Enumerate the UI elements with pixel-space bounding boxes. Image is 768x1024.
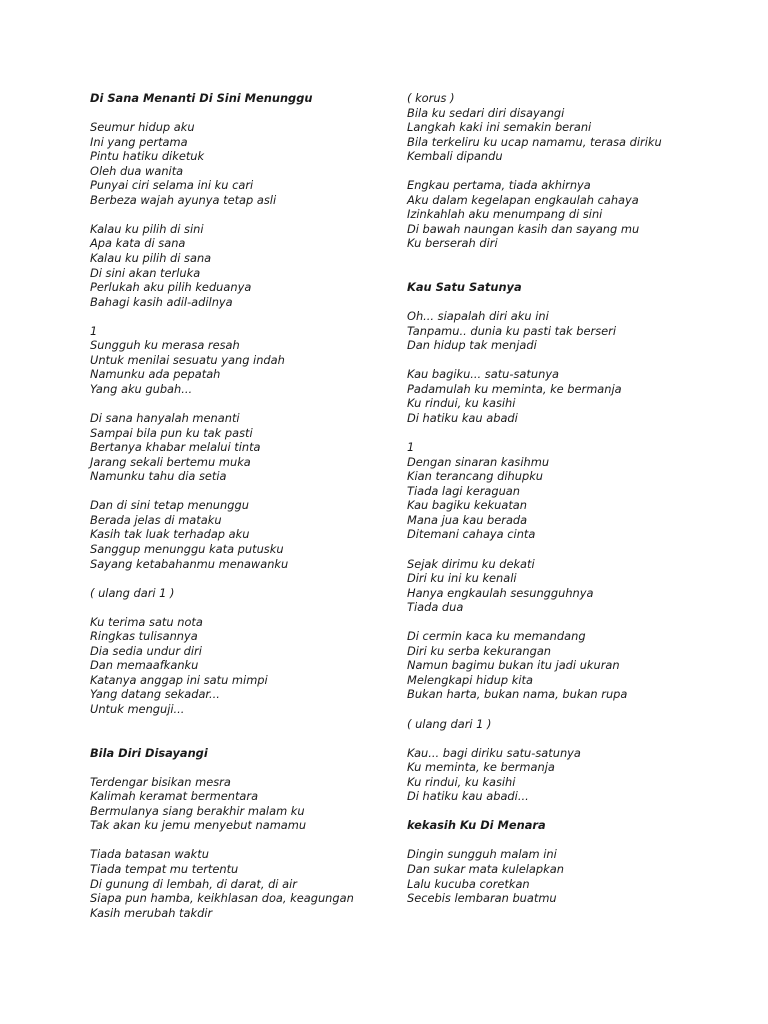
lyric-line: Kian terancang dihupku xyxy=(407,469,544,484)
lyric-line: Ku berserah diri xyxy=(407,236,498,251)
lyric-line: Hanya engkaulah sesungguhnya xyxy=(407,585,594,600)
blank-line xyxy=(407,731,697,746)
lyric-line: Sejak dirimu ku dekati xyxy=(407,556,535,571)
lyric-line: Diri ku ini ku kenali xyxy=(407,571,517,586)
blank-line xyxy=(407,266,697,281)
lyric-line: Dan hidup tak menjadi xyxy=(407,338,537,353)
blank-line xyxy=(90,600,390,615)
lyric-line: Sampai bila pun ku tak pasti xyxy=(90,425,253,440)
lyric-line: Ku terima satu nota xyxy=(90,614,203,629)
lyric-line: Di bawah naungan kasih dan sayang mu xyxy=(407,221,640,236)
lyric-line: Bila terkeliru ku ucap namamu, terasa diriku xyxy=(407,134,662,149)
lyric-line: Berbeza wajah ayunya tetap asli xyxy=(90,192,277,207)
lyric-line: Seumur hidup aku xyxy=(90,120,195,135)
blank-line xyxy=(90,207,390,222)
lyric-line: Aku dalam kegelapan engkaulah cahaya xyxy=(407,192,639,207)
lyric-line: Dan memaafkanku xyxy=(90,658,199,673)
lyric-line: Lalu kucuba coretkan xyxy=(407,876,530,891)
lyric-line: Langkah kaki ini semakin berani xyxy=(407,120,592,135)
blank-line xyxy=(407,833,697,848)
right-column xyxy=(407,91,697,906)
lyric-line: Oleh dua wanita xyxy=(90,163,184,178)
lyric-line: Ditemani cahaya cinta xyxy=(407,527,536,542)
lyric-line: Ini yang pertama xyxy=(90,134,188,149)
lyric-line: Melengkapi hidup kita xyxy=(407,672,533,687)
lyric-line: Sungguh ku merasa resah xyxy=(90,338,240,353)
lyric-line: Namunku ada pepatah xyxy=(90,367,221,382)
blank-line xyxy=(407,542,697,557)
lyric-line: Bermulanya siang berakhir malam ku xyxy=(90,803,305,818)
lyric-line: Kalau ku pilih di sini xyxy=(90,221,204,236)
lyric-line: Di sana hanyalah menanti xyxy=(90,411,240,426)
lyric-line: Kembali dipandu xyxy=(407,149,503,164)
lyric-line: Jarang sekali bertemu muka xyxy=(90,454,251,469)
lyric-line: Dan sukar mata kulelapkan xyxy=(407,861,564,876)
lyric-line: Di cermin kaca ku memandang xyxy=(407,629,586,644)
blank-line xyxy=(407,295,697,310)
blank-line xyxy=(90,760,390,775)
blank-line xyxy=(407,702,697,717)
lyric-line: Tiada lagi keraguan xyxy=(407,483,521,498)
lyric-line: Mana jua kau berada xyxy=(407,512,528,527)
lyric-line: Secebis lembaran buatmu xyxy=(407,891,557,906)
lyric-line: Namun bagimu bukan itu jadi ukuran xyxy=(407,658,620,673)
lyric-line: Tiada batasan waktu xyxy=(90,847,209,862)
lyric-line: 1 xyxy=(90,323,98,338)
lyric-line: Di gunung di lembah, di darat, di air xyxy=(90,876,297,891)
lyric-line: Bukan harta, bukan nama, bukan rupa xyxy=(407,687,628,702)
lyric-line: Tiada dua xyxy=(407,600,464,615)
lyric-line: Dia sedia undur diri xyxy=(90,643,202,658)
lyric-line: Untuk menilai sesuatu yang indah xyxy=(90,352,285,367)
lyric-line: Yang datang sekadar... xyxy=(90,687,220,702)
blank-line xyxy=(407,251,697,266)
song-title: Di Sana Menanti Di Sini Menunggu xyxy=(90,91,313,105)
lyric-line: Kalimah keramat bermentara xyxy=(90,789,259,804)
lyric-line: Kau bagiku kekuatan xyxy=(407,498,527,513)
blank-line xyxy=(407,804,697,819)
left-column xyxy=(90,91,390,920)
lyric-line: Padamulah ku meminta, ke bermanja xyxy=(407,381,622,396)
lyric-line: Engkau pertama, tiada akhirnya xyxy=(407,178,591,193)
lyric-line: Tiada tempat mu tertentu xyxy=(90,861,239,876)
lyric-line: Kau bagiku... satu-satunya xyxy=(407,367,560,382)
lyric-line: ( ulang dari 1 ) xyxy=(90,585,175,600)
lyric-line: Ringkas tulisannya xyxy=(90,629,198,644)
lyric-line: Oh... siapalah diri aku ini xyxy=(407,309,549,324)
lyric-line: Dingin sungguh malam ini xyxy=(407,847,557,862)
lyric-line: Ku rindui, ku kasihi xyxy=(407,396,516,411)
lyric-line: Bila ku sedari diri disayangi xyxy=(407,105,565,120)
lyric-line: Di hatiku kau abadi xyxy=(407,411,518,426)
lyric-line: Diri ku serba kekurangan xyxy=(407,643,552,658)
blank-line xyxy=(90,571,390,586)
lyric-line: Untuk menguji... xyxy=(90,701,185,716)
lyric-line: Izinkahlah aku menumpang di sini xyxy=(407,207,603,222)
song-title: Kau Satu Satunya xyxy=(407,280,522,295)
lyric-line: ( korus ) xyxy=(407,91,455,105)
lyric-line: 1 xyxy=(407,440,415,455)
lyric-line: Di sini akan terluka xyxy=(90,265,201,280)
blank-line xyxy=(407,353,697,368)
lyric-line: Kasih tak luak terhadap aku xyxy=(90,527,250,542)
lyric-line: Kau... bagi diriku satu-satunya xyxy=(407,745,581,760)
lyric-line: Ku rindui, ku kasihi xyxy=(407,774,516,789)
lyric-line: Perlukah aku pilih keduanya xyxy=(90,280,252,295)
lyric-line: Dengan sinaran kasihmu xyxy=(407,454,550,469)
lyric-line: Ku meminta, ke bermanja xyxy=(407,760,555,775)
lyric-line: Sanggup menunggu kata putusku xyxy=(90,541,284,556)
lyric-line: Di hatiku kau abadi... xyxy=(407,789,529,804)
lyric-line: Terdengar bisikan mesra xyxy=(90,774,231,789)
lyric-line: Berada jelas di mataku xyxy=(90,512,222,527)
lyric-line: Pintu hatiku diketuk xyxy=(90,149,205,164)
lyric-line: Bertanya khabar melalui tinta xyxy=(90,440,261,455)
lyric-line: Tak akan ku jemu menyebut namamu xyxy=(90,818,307,833)
blank-line xyxy=(90,396,390,411)
lyric-line: Apa kata di sana xyxy=(90,236,186,251)
blank-line xyxy=(407,426,697,441)
blank-line xyxy=(90,309,390,324)
lyric-line: Katanya anggap ini satu mimpi xyxy=(90,672,268,687)
blank-line xyxy=(407,615,697,630)
blank-line xyxy=(90,731,390,746)
blank-line xyxy=(407,164,697,179)
lyric-line: Bahagi kasih adil-adilnya xyxy=(90,294,233,309)
lyric-line: Tanpamu.. dunia ku pasti tak berseri xyxy=(407,323,616,338)
blank-line xyxy=(90,717,390,732)
lyric-line: ( ulang dari 1 ) xyxy=(407,716,492,731)
lyric-line: Yang aku gubah... xyxy=(90,381,193,396)
lyric-line: Siapa pun hamba, keikhlasan doa, keagungan xyxy=(90,891,354,906)
lyric-line: Kalau ku pilih di sana xyxy=(90,251,212,266)
blank-line xyxy=(90,106,390,121)
blank-line xyxy=(90,833,390,848)
lyric-line: Namunku tahu dia setia xyxy=(90,469,227,484)
lyric-line: Dan di sini tetap menunggu xyxy=(90,498,249,513)
lyric-line: Sayang ketabahanmu menawanku xyxy=(90,556,289,571)
lyric-line: Kasih merubah takdir xyxy=(90,905,213,920)
song-title: kekasih Ku Di Menara xyxy=(407,818,546,833)
lyric-line: Punyai ciri selama ini ku cari xyxy=(90,178,254,193)
song-title: Bila Diri Disayangi xyxy=(90,745,208,760)
blank-line xyxy=(90,484,390,499)
